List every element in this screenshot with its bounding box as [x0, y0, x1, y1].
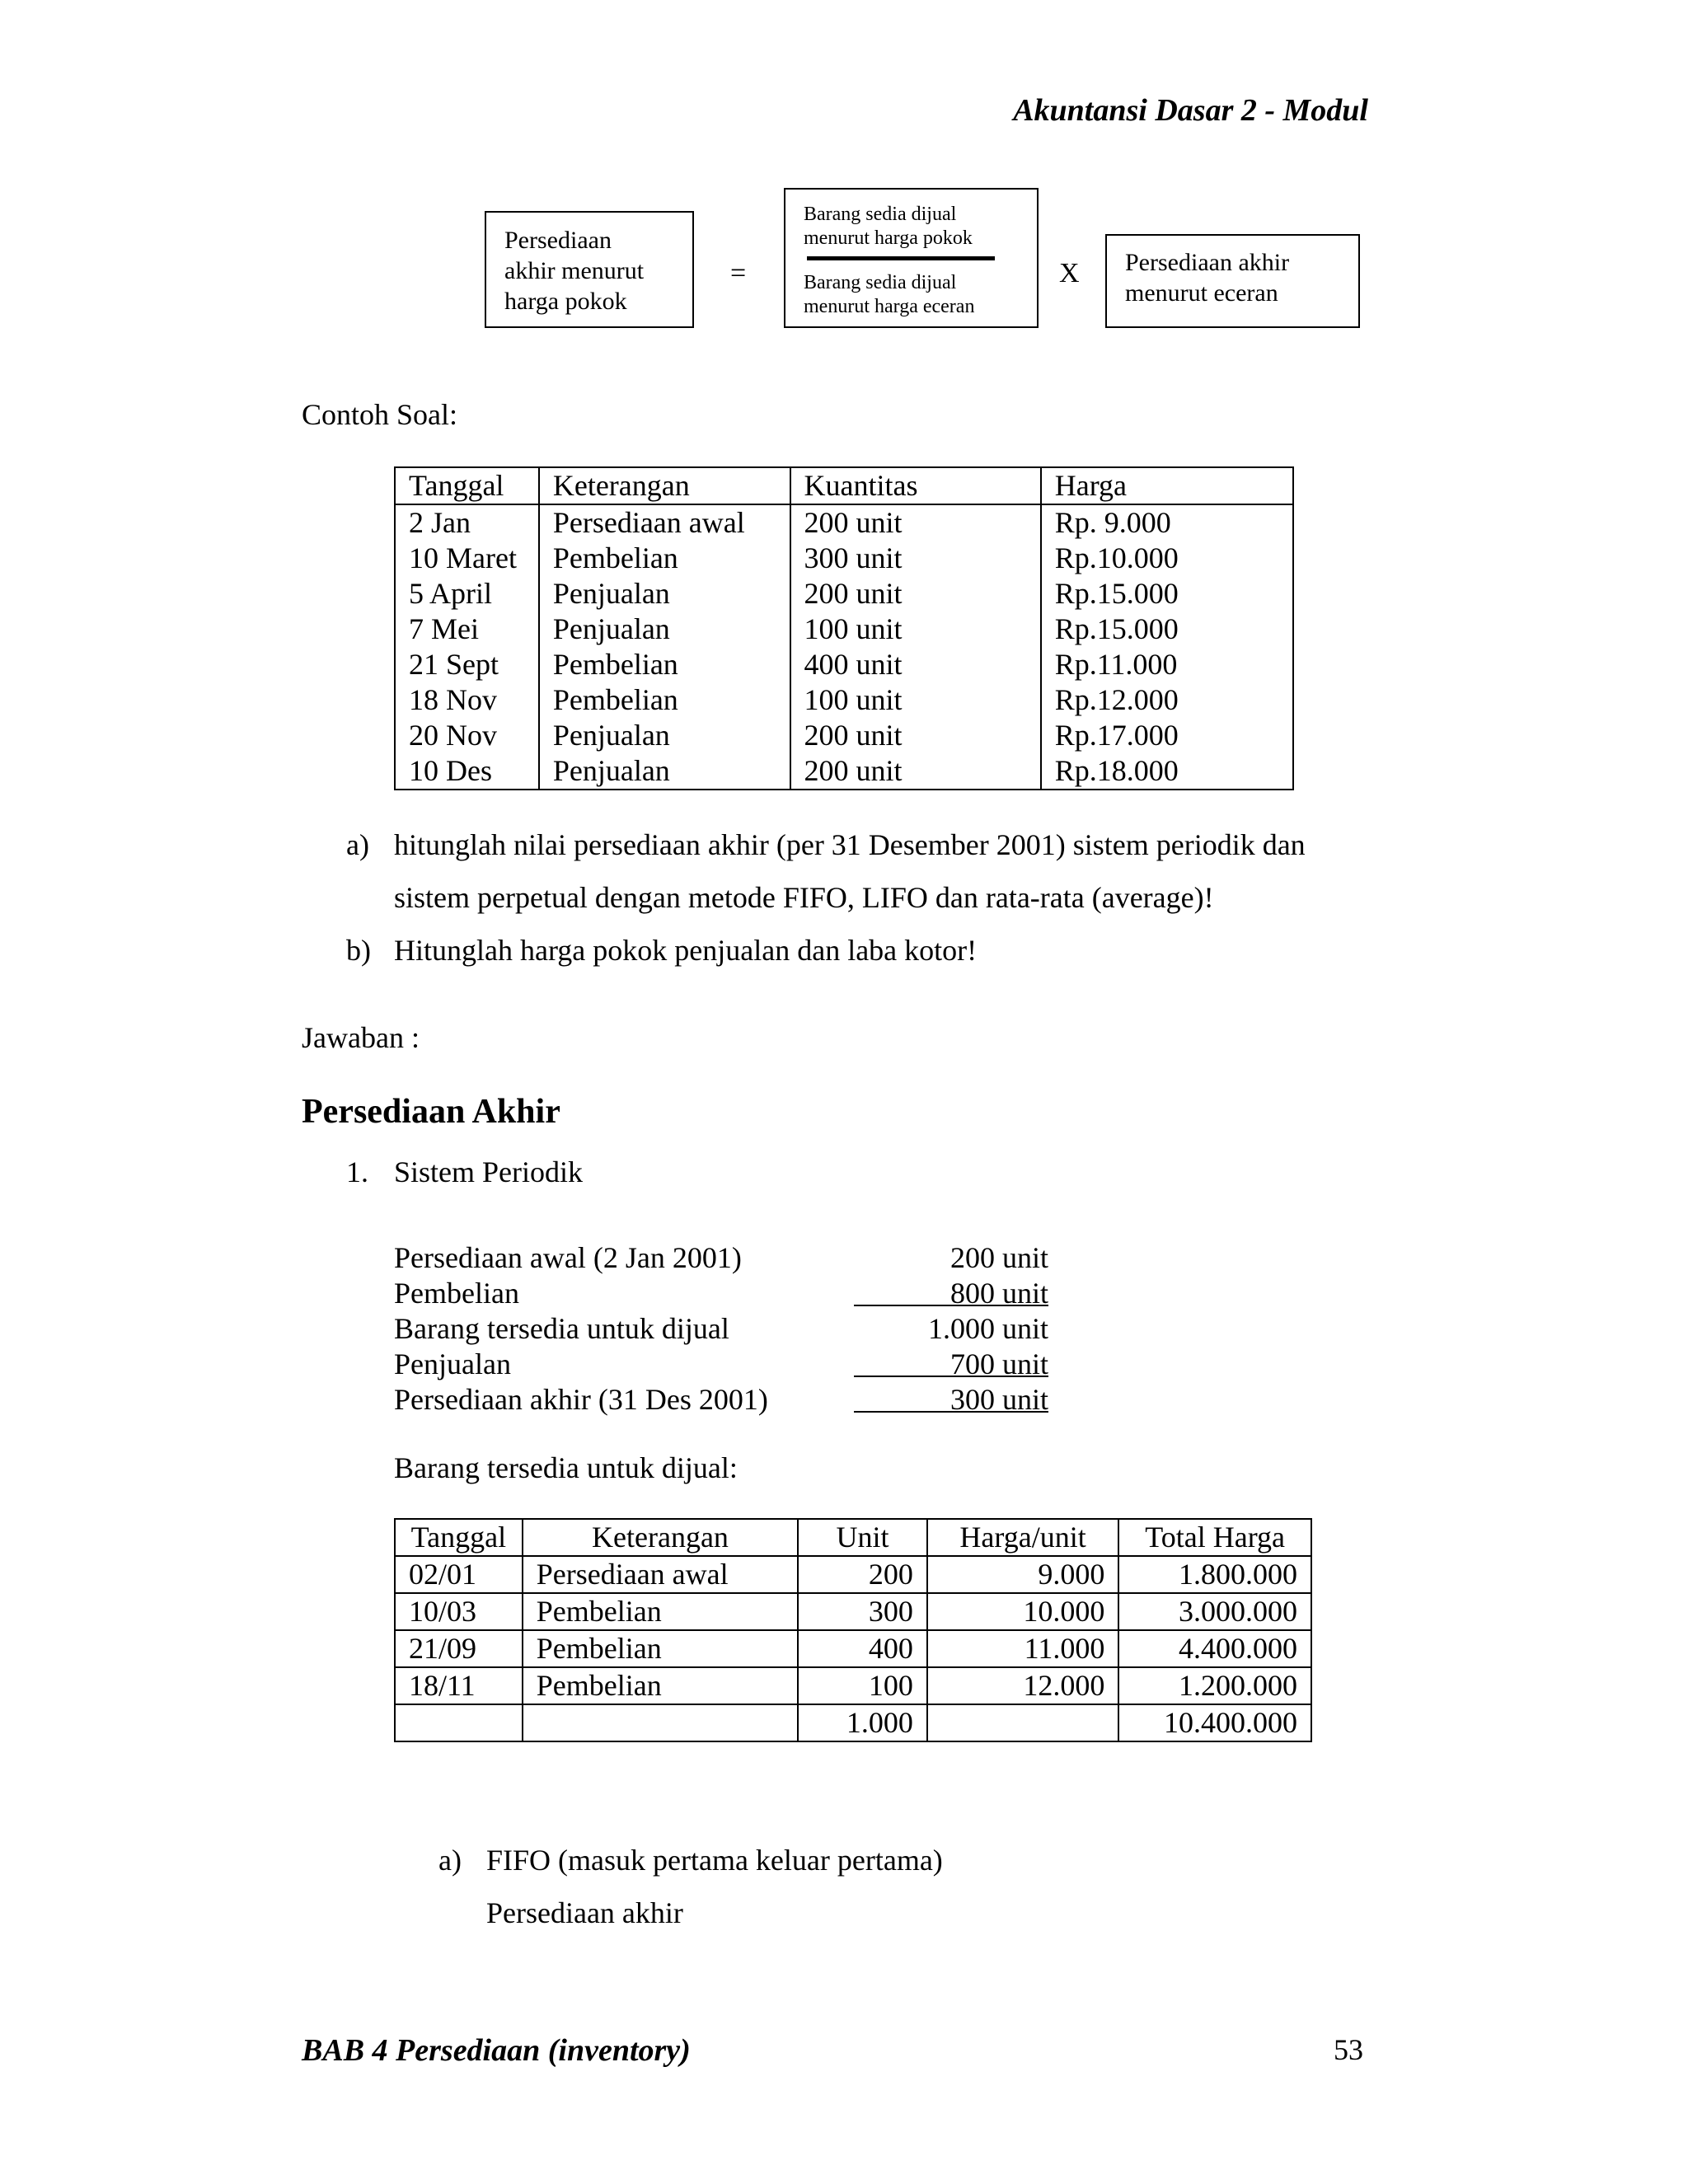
- fraction-numerator-line-2: menurut harga pokok: [804, 227, 973, 249]
- table-cell: 10/03: [395, 1593, 523, 1630]
- calc-value: 700 unit: [950, 1347, 1048, 1380]
- table-cell: 300 unit: [790, 541, 1041, 576]
- table-row: [395, 682, 1293, 718]
- answer-label: Jawaban :: [302, 1021, 420, 1054]
- table-cell: Rp.10.000: [1041, 541, 1293, 576]
- table-row: [395, 504, 1293, 541]
- example-table-header: [395, 467, 1293, 504]
- table-cell: 12.000: [927, 1667, 1119, 1704]
- table-row: [395, 718, 1293, 753]
- calc-value: 300 unit: [950, 1383, 1048, 1416]
- column-header: Harga: [1041, 467, 1293, 504]
- fifo-title: FIFO (masuk pertama keluar pertama): [486, 1844, 943, 1877]
- table-cell: 300: [798, 1593, 927, 1630]
- column-header: Tanggal: [395, 1519, 523, 1556]
- calc-value: 800 unit: [950, 1277, 1048, 1310]
- fraction-denominator-line-1: Barang sedia dijual: [804, 272, 957, 293]
- fraction-numerator-line-1: Barang sedia dijual: [804, 204, 957, 225]
- fraction-bar: [807, 256, 995, 260]
- underline: [854, 1411, 1048, 1413]
- table-cell: 200 unit: [790, 753, 1041, 790]
- table-cell: Rp.12.000: [1041, 682, 1293, 718]
- table-cell: Pembelian: [523, 1630, 798, 1667]
- section-title: Persediaan Akhir: [302, 1093, 560, 1131]
- calc-label: Penjualan: [394, 1347, 511, 1380]
- table-cell: Rp.18.000: [1041, 753, 1293, 790]
- table-row: [395, 1556, 1311, 1593]
- formula-right-line-1: Persediaan akhir: [1125, 249, 1290, 276]
- underline: [854, 1305, 1048, 1306]
- formula-left-box: [485, 211, 694, 328]
- table-row: [395, 576, 1293, 612]
- page-number: 53: [1334, 2033, 1363, 2066]
- table-cell: 400: [798, 1630, 927, 1667]
- table-cell: Rp.17.000: [1041, 718, 1293, 753]
- footer-chapter: BAB 4 Persediaan (inventory): [302, 2033, 691, 2068]
- table-row: [395, 647, 1293, 682]
- table-cell: Pembelian: [539, 682, 790, 718]
- formula-times: X: [1059, 258, 1080, 288]
- table-row: [395, 541, 1293, 576]
- table-cell: Penjualan: [539, 576, 790, 612]
- table-cell: 1.200.000: [1118, 1667, 1311, 1704]
- example-table: [394, 466, 1294, 790]
- formula-right-line-2: menurut eceran: [1125, 279, 1278, 307]
- calc-value: 200 unit: [950, 1241, 1048, 1274]
- table-cell: Penjualan: [539, 718, 790, 753]
- total-units: 1.000: [798, 1704, 927, 1741]
- table-cell: Rp.15.000: [1041, 576, 1293, 612]
- available-label: Barang tersedia untuk dijual:: [394, 1451, 738, 1484]
- column-header: Keterangan: [523, 1519, 798, 1556]
- table-total-row: [395, 1704, 1311, 1741]
- table-cell: 21 Sept: [395, 647, 539, 682]
- table-cell: 200 unit: [790, 718, 1041, 753]
- table-cell: 10 Des: [395, 753, 539, 790]
- table-row: [395, 612, 1293, 647]
- table-cell: 10 Maret: [395, 541, 539, 576]
- table-cell: 2 Jan: [395, 504, 539, 541]
- table-cell: [395, 1704, 523, 1741]
- table-cell: 11.000: [927, 1630, 1119, 1667]
- formula-right-box: [1105, 234, 1360, 328]
- table-cell: 20 Nov: [395, 718, 539, 753]
- available-table-header: [395, 1519, 1311, 1556]
- table-cell: 100 unit: [790, 682, 1041, 718]
- table-cell: 200 unit: [790, 576, 1041, 612]
- column-header: Total Harga: [1118, 1519, 1311, 1556]
- subsection-marker: 1.: [346, 1155, 368, 1188]
- table-cell: 400 unit: [790, 647, 1041, 682]
- available-table: [394, 1518, 1312, 1742]
- table-cell: 10.000: [927, 1593, 1119, 1630]
- table-row: [395, 1593, 1311, 1630]
- column-header: Keterangan: [539, 467, 790, 504]
- total-price: 10.400.000: [1118, 1704, 1311, 1741]
- calc-label: Persediaan akhir (31 Des 2001): [394, 1383, 768, 1416]
- column-header: Tanggal: [395, 467, 539, 504]
- table-cell: 200 unit: [790, 504, 1041, 541]
- table-cell: 18 Nov: [395, 682, 539, 718]
- calc-value: 1.000 unit: [927, 1312, 1048, 1345]
- formula-fraction-box: [784, 188, 1039, 328]
- question-b-line: Hitunglah harga pokok penjualan dan laba kotor!: [394, 934, 978, 967]
- table-cell: 21/09: [395, 1630, 523, 1667]
- question-a-line-1: hitunglah nilai persediaan akhir (per 31 Desember 2001) sistem periodik dan: [394, 828, 1306, 861]
- column-header: Unit: [798, 1519, 927, 1556]
- table-cell: Pembelian: [539, 647, 790, 682]
- formula-left-line-2: akhir menurut: [504, 257, 645, 284]
- fraction-denominator-line-2: menurut harga eceran: [804, 296, 975, 317]
- table-cell: 18/11: [395, 1667, 523, 1704]
- table-cell: Persediaan awal: [539, 504, 790, 541]
- table-row: [395, 1630, 1311, 1667]
- table-row: [395, 1667, 1311, 1704]
- example-label: Contoh Soal:: [302, 398, 458, 431]
- formula-left-line-3: harga pokok: [504, 288, 627, 315]
- running-header: Akuntansi Dasar 2 - Modul: [1013, 93, 1368, 128]
- table-cell: Penjualan: [539, 753, 790, 790]
- underline: [854, 1376, 1048, 1377]
- question-a-marker: a): [346, 828, 369, 861]
- table-cell: 200: [798, 1556, 927, 1593]
- table-cell: Pembelian: [539, 541, 790, 576]
- table-cell: 100: [798, 1667, 927, 1704]
- subsection-title: Sistem Periodik: [394, 1155, 584, 1188]
- table-cell: 9.000: [927, 1556, 1119, 1593]
- column-header: Kuantitas: [790, 467, 1041, 504]
- calc-label: Barang tersedia untuk dijual: [394, 1312, 729, 1345]
- calc-label: Persediaan awal (2 Jan 2001): [394, 1241, 742, 1274]
- table-cell: Rp.11.000: [1041, 647, 1293, 682]
- fifo-line: Persediaan akhir: [486, 1896, 683, 1929]
- question-b-marker: b): [346, 934, 371, 967]
- formula-left-line-1: Persediaan: [504, 227, 612, 254]
- table-cell: 1.800.000: [1118, 1556, 1311, 1593]
- column-header: Harga/unit: [927, 1519, 1119, 1556]
- table-cell: Pembelian: [523, 1593, 798, 1630]
- table-cell: 02/01: [395, 1556, 523, 1593]
- table-cell: 5 April: [395, 576, 539, 612]
- table-cell: Rp. 9.000: [1041, 504, 1293, 541]
- formula-equals: =: [730, 258, 747, 288]
- calc-label: Pembelian: [394, 1277, 519, 1310]
- question-a-line-2: sistem perpetual dengan metode FIFO, LIFO dan rata-rata (average)!: [394, 881, 1214, 914]
- table-cell: Penjualan: [539, 612, 790, 647]
- table-cell: Persediaan awal: [523, 1556, 798, 1593]
- table-cell: Rp.15.000: [1041, 612, 1293, 647]
- table-cell: Pembelian: [523, 1667, 798, 1704]
- table-cell: [523, 1704, 798, 1741]
- table-cell: 4.400.000: [1118, 1630, 1311, 1667]
- table-cell: 7 Mei: [395, 612, 539, 647]
- table-cell: [927, 1704, 1119, 1741]
- fifo-marker: a): [438, 1844, 462, 1877]
- table-row: [395, 753, 1293, 790]
- table-cell: 100 unit: [790, 612, 1041, 647]
- table-cell: 3.000.000: [1118, 1593, 1311, 1630]
